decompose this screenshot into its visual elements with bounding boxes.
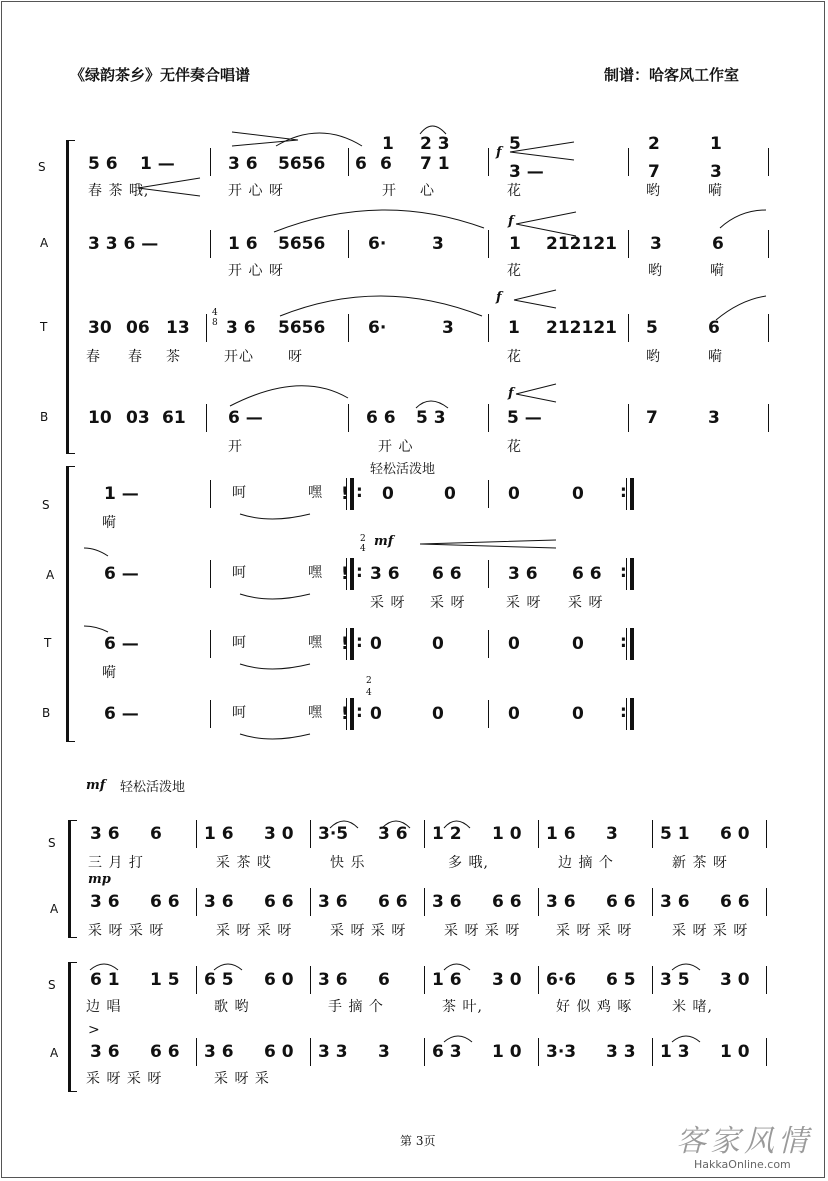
lyric: 花: [507, 439, 522, 455]
note: 6: [708, 318, 720, 338]
lyric: 嗬: [710, 263, 725, 279]
note: 1 6: [228, 234, 258, 254]
dynamic-f: f: [496, 290, 502, 305]
note: 212121: [546, 234, 617, 254]
repeat-dots: :: [356, 632, 363, 652]
note: 6 0: [264, 970, 294, 990]
note: 10: [88, 408, 112, 428]
voice-label-a: A: [46, 568, 55, 582]
score-title: 《绿韵茶乡》无伴奏合唱谱: [70, 66, 251, 84]
note: 0: [370, 704, 382, 724]
note: 5 6: [88, 154, 118, 174]
note: 3 6: [378, 824, 408, 844]
note: 7: [646, 408, 658, 428]
lyric: 开心: [224, 349, 254, 365]
note: 3 3: [606, 1042, 636, 1062]
note: 1 —: [140, 154, 175, 174]
voice-label-t: T: [40, 320, 48, 334]
lyric: 开 心 呀: [228, 263, 284, 279]
note: 3 6: [204, 892, 234, 912]
note: 6 6: [378, 892, 408, 912]
note: 6 1: [90, 970, 120, 990]
note: 3 0: [264, 824, 294, 844]
lyric: 采 呀: [370, 595, 406, 611]
note: 5656: [278, 318, 326, 338]
lyric: 嗬: [708, 349, 723, 365]
lyric: 嗬: [708, 183, 723, 199]
note: 6: [380, 154, 392, 174]
note: 6 —: [228, 408, 263, 428]
dynamic-f: f: [508, 214, 514, 229]
lyric: 采 呀 采 呀: [88, 923, 165, 939]
note: 0: [370, 634, 382, 654]
note: 3: [708, 408, 720, 428]
note: 6 6: [606, 892, 636, 912]
note: 3 3: [318, 1042, 348, 1062]
note: 呵: [232, 705, 247, 721]
note: 1: [509, 234, 521, 254]
lyric: 采 呀: [506, 595, 542, 611]
lyric: 采 茶 哎: [216, 855, 272, 871]
dynamic-mf: mf: [374, 534, 394, 549]
note: 6 —: [104, 634, 139, 654]
repeat-dots: :: [620, 702, 627, 722]
note: 3: [650, 234, 662, 254]
note: 1: [382, 134, 394, 154]
note: 6 6: [432, 564, 462, 584]
note: 3 6: [90, 892, 120, 912]
note: 6: [712, 234, 724, 254]
lyric: 哟: [646, 183, 661, 199]
dynamic-mp: mp: [88, 872, 111, 887]
lyric: 开: [382, 183, 397, 199]
note: 0: [432, 704, 444, 724]
note: 0: [382, 484, 394, 504]
note: 1 6: [204, 824, 234, 844]
note: 0: [572, 634, 584, 654]
lyric: 快 乐: [330, 855, 366, 871]
accent-mark: >: [88, 1022, 100, 1038]
lyric: 春: [86, 349, 101, 365]
note: 1 3: [660, 1042, 690, 1062]
note: 3 6: [90, 824, 120, 844]
note: 嘿: [308, 485, 323, 501]
note: 6 0: [264, 1042, 294, 1062]
note: 5: [509, 134, 521, 154]
note: 6 6: [150, 892, 180, 912]
note: 3 6: [204, 1042, 234, 1062]
lyric: 春 茶 哦,: [88, 183, 150, 199]
voice-label-s: S: [48, 978, 56, 992]
note: 5: [646, 318, 658, 338]
note: 03: [126, 408, 150, 428]
lyric: 采 呀 采 呀: [216, 923, 293, 939]
voice-label-a: A: [40, 236, 49, 250]
note: 3 6: [318, 892, 348, 912]
note: 3: [606, 824, 618, 844]
note: 6 5: [606, 970, 636, 990]
note: 3: [710, 162, 722, 182]
voice-label-s: S: [38, 160, 46, 174]
repeat-dots: :: [356, 702, 363, 722]
time-signature-bottom: 4: [366, 688, 372, 698]
lyric: 采 呀 采 呀: [672, 923, 749, 939]
lyric: 开 心 呀: [228, 183, 284, 199]
lyric: 花: [507, 349, 522, 365]
lyric: 茶: [166, 349, 181, 365]
note: 6 —: [104, 704, 139, 724]
note: 3 5: [660, 970, 690, 990]
lyric: 开: [228, 439, 243, 455]
lyric: 花: [507, 183, 522, 199]
page-number: 第 3页: [400, 1134, 436, 1148]
note: 1 0: [492, 824, 522, 844]
lyric: 歌 哟: [214, 999, 250, 1015]
note: 1 0: [720, 1042, 750, 1062]
repeat-dots: :: [620, 562, 627, 582]
voice-label-t: T: [44, 636, 52, 650]
note: 1 6: [546, 824, 576, 844]
note: 0: [508, 634, 520, 654]
lyric: 嗬: [102, 665, 117, 681]
note: 5656: [278, 234, 326, 254]
note: 3: [442, 318, 454, 338]
lyric: 采 呀 采 呀: [330, 923, 407, 939]
note: 6 6: [366, 408, 396, 428]
note: 3: [378, 1042, 390, 1062]
note: 6: [355, 154, 367, 174]
note: 3·5: [318, 824, 349, 844]
note: 3 3 6 —: [88, 234, 159, 254]
repeat-dots: :: [356, 482, 363, 502]
note: 3 6: [370, 564, 400, 584]
lyric: 米 啫,: [672, 999, 713, 1015]
note: 6·: [368, 234, 387, 254]
note: 3 6: [432, 892, 462, 912]
note: 3 0: [492, 970, 522, 990]
note: 嘿: [308, 705, 323, 721]
time-signature-4-8: 4 8: [212, 308, 218, 328]
note: 212121: [546, 318, 617, 338]
note: 6 6: [572, 564, 602, 584]
note: 3 6: [90, 1042, 120, 1062]
note: 呵: [232, 485, 247, 501]
note: 6 6: [150, 1042, 180, 1062]
note: 13: [166, 318, 190, 338]
lyric: 春: [128, 349, 143, 365]
score-credit: 制谱：哈客风工作室: [604, 66, 740, 84]
lyric: 嗬: [102, 515, 117, 531]
note: 6·6: [546, 970, 577, 990]
repeat-dots: :: [620, 632, 627, 652]
note: 3 6: [660, 892, 690, 912]
lyric: 采 呀 采: [214, 1071, 270, 1087]
time-signature-bottom: 4: [360, 544, 366, 554]
lyric: 手 摘 个: [328, 999, 384, 1015]
tempo-marking: 轻松活泼地: [370, 462, 436, 477]
lyric: 花: [507, 263, 522, 279]
note: 0: [572, 704, 584, 724]
lyric: 呀: [288, 349, 303, 365]
voice-label-a: A: [50, 902, 59, 916]
note: 3 6: [546, 892, 576, 912]
note: 5656: [278, 154, 326, 174]
lyric: 三 月 打: [88, 855, 144, 871]
note: 6 6: [720, 892, 750, 912]
note: 3 —: [509, 162, 544, 182]
note: 06: [126, 318, 150, 338]
note: 3·3: [546, 1042, 577, 1062]
note: 1 6: [432, 970, 462, 990]
lyric: 采 呀 采 呀: [556, 923, 633, 939]
note: 嘿: [308, 565, 323, 581]
note: 5 3: [416, 408, 446, 428]
note: 3 6: [228, 154, 258, 174]
note: 5 1: [660, 824, 690, 844]
lyric: 开 心: [378, 439, 414, 455]
lyric: 边 唱: [86, 999, 122, 1015]
note: 2 3: [420, 134, 450, 154]
note: 0: [508, 484, 520, 504]
note: 1 —: [104, 484, 139, 504]
lyric: 好 似 鸡 啄: [556, 999, 633, 1015]
dynamic-f: f: [496, 145, 502, 160]
voice-label-s: S: [48, 836, 56, 850]
repeat-dots: !: [341, 484, 349, 504]
note: 6 3: [432, 1042, 462, 1062]
voice-label-s: S: [42, 498, 50, 512]
watermark-logo: 客家风情: [676, 1124, 812, 1159]
repeat-dots: :: [356, 562, 363, 582]
note: 1 0: [492, 1042, 522, 1062]
note: 1: [710, 134, 722, 154]
lyric: 采 呀: [568, 595, 604, 611]
note: 0: [508, 704, 520, 724]
watermark-site: HakkaOnline.com: [694, 1158, 791, 1171]
lyric: 哟: [648, 263, 663, 279]
note: 0: [432, 634, 444, 654]
tempo-marking: 轻松活泼地: [120, 780, 186, 795]
note: 6: [378, 970, 390, 990]
lyric: 采 呀 采 呀: [444, 923, 521, 939]
voice-label-a: A: [50, 1046, 59, 1060]
note: 7 1: [420, 154, 450, 174]
note: 6 0: [720, 824, 750, 844]
time-signature-top: 2: [366, 676, 372, 686]
note: 1 2: [432, 824, 462, 844]
note: 6 —: [104, 564, 139, 584]
note: 0: [572, 484, 584, 504]
repeat-dots: !: [341, 704, 349, 724]
note: 3 6: [318, 970, 348, 990]
repeat-dots: !: [341, 634, 349, 654]
repeat-dots: :: [620, 482, 627, 502]
note: 30: [88, 318, 112, 338]
note: 5 —: [507, 408, 542, 428]
lyric: 多 哦,: [448, 855, 489, 871]
note: 6 5: [204, 970, 234, 990]
note: 6·: [368, 318, 387, 338]
lyric: 哟: [646, 349, 661, 365]
note: 0: [444, 484, 456, 504]
note: 61: [162, 408, 186, 428]
repeat-dots: !: [341, 564, 349, 584]
lyric: 新 茶 呀: [672, 855, 728, 871]
note: 3 0: [720, 970, 750, 990]
voice-label-b: B: [40, 410, 49, 424]
note: 呵: [232, 635, 247, 651]
note: 6: [150, 824, 162, 844]
voice-label-b: B: [42, 706, 51, 720]
note: 3 6: [226, 318, 256, 338]
note: 3 6: [508, 564, 538, 584]
note: 1 5: [150, 970, 180, 990]
lyric: 采 呀 采 呀: [86, 1071, 163, 1087]
time-signature-top: 2: [360, 534, 366, 544]
note: 呵: [232, 565, 247, 581]
note: 7: [648, 162, 660, 182]
note: 嘿: [308, 635, 323, 651]
lyric: 心: [420, 183, 435, 199]
dynamic-f: f: [508, 386, 514, 401]
dynamic-mf: mf: [86, 778, 106, 793]
note: 1: [508, 318, 520, 338]
note: 6 6: [492, 892, 522, 912]
note: 3: [432, 234, 444, 254]
lyric: 茶 叶,: [442, 999, 483, 1015]
lyric: 采 呀: [430, 595, 466, 611]
note: 6 6: [264, 892, 294, 912]
lyric: 边 摘 个: [558, 855, 614, 871]
note: 2: [648, 134, 660, 154]
